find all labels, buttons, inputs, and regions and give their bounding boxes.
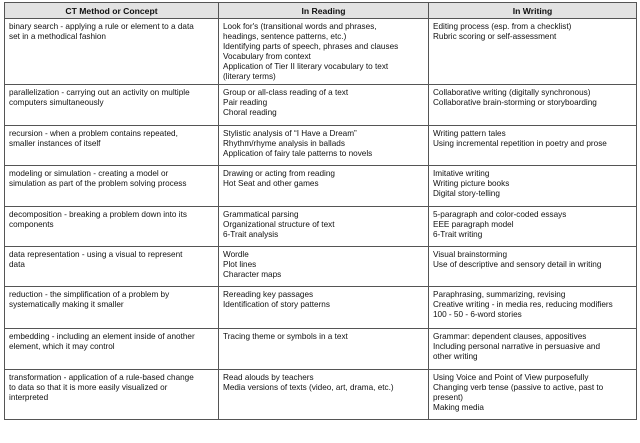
concept-line: systematically making it smaller [9, 300, 124, 309]
writing-line: Grammar: dependent clauses, appositives [433, 332, 587, 341]
concept-line: to data so that it is more easily visualized or [9, 383, 168, 392]
table-body [5, 19, 637, 420]
writing-cell [429, 247, 637, 287]
reading-line: Look for's (transitional words and phrases, [223, 22, 377, 31]
writing-cell [429, 166, 637, 207]
reading-line: Rereading key passages [223, 290, 314, 299]
reading-line: Media versions of texts (video, art, drama, etc.) [223, 383, 394, 392]
table-header-row [5, 3, 637, 19]
reading-line: Rhythm/rhyme analysis in ballads [223, 139, 345, 148]
writing-line: Editing process (esp. from a checklist) [433, 22, 572, 31]
writing-line: 5-paragraph and color-coded essays [433, 210, 567, 219]
header-in-reading: In Reading [219, 3, 429, 19]
reading-line: headings, sentence patterns, etc.) [223, 32, 347, 41]
reading-line: Choral reading [223, 108, 277, 117]
writing-line: other writing [433, 352, 478, 361]
concept-line: recursion - when a problem contains repeated, [9, 129, 178, 138]
writing-cell [429, 287, 637, 329]
table-row [5, 126, 637, 166]
reading-cell [219, 207, 429, 247]
reading-line: 6-Trait analysis [223, 230, 279, 239]
writing-line: present) [433, 393, 464, 402]
writing-line: Collaborative brain-storming or storyboarding [433, 98, 597, 107]
concept-line: smaller instances of itself [9, 139, 101, 148]
reading-cell [219, 166, 429, 207]
reading-line: Wordle [223, 250, 249, 259]
writing-line: Collaborative writing (digitally synchronous) [433, 88, 591, 97]
writing-line: Using incremental repetition in poetry and prose [433, 139, 607, 148]
writing-line: Writing pattern tales [433, 129, 506, 138]
reading-cell [219, 85, 429, 126]
concept-line: transformation - application of a rule-based change [9, 373, 194, 382]
concept-cell [5, 247, 219, 287]
concept-cell [5, 126, 219, 166]
concept-line: simulation as part of the problem solving process [9, 179, 187, 188]
concept-cell [5, 19, 219, 85]
writing-cell [429, 126, 637, 166]
table-row [5, 166, 637, 207]
reading-line: Character maps [223, 270, 282, 279]
writing-line: Visual brainstorming [433, 250, 508, 259]
concept-line: data representation - using a visual to represent [9, 250, 183, 259]
writing-cell [429, 207, 637, 247]
reading-line: Pair reading [223, 98, 268, 107]
writing-line: Imitative writing [433, 169, 490, 178]
reading-cell [219, 329, 429, 370]
writing-line: Writing picture books [433, 179, 510, 188]
concept-cell [5, 166, 219, 207]
concept-line: binary search - applying a rule or element to a data [9, 22, 194, 31]
concept-line: embedding - including an element inside of another [9, 332, 195, 341]
header-ct-method: CT Method or Concept [5, 3, 219, 19]
concept-line: element, which it may control [9, 342, 115, 351]
writing-line: Using Voice and Point of View purposefully [433, 373, 589, 382]
concept-cell [5, 207, 219, 247]
concept-line: computers simultaneously [9, 98, 104, 107]
concept-line: data [9, 260, 25, 269]
reading-line: Grammatical parsing [223, 210, 299, 219]
reading-cell [219, 370, 429, 420]
concept-cell [5, 85, 219, 126]
table-row [5, 329, 637, 370]
writing-cell [429, 19, 637, 85]
concept-line: set in a methodical fashion [9, 32, 106, 41]
concept-line: decomposition - breaking a problem down into its [9, 210, 187, 219]
reading-line: Identifying parts of speech, phrases and clauses [223, 42, 399, 51]
writing-cell [429, 85, 637, 126]
reading-line: Tracing theme or symbols in a text [223, 332, 348, 341]
concept-line: reduction - the simplification of a problem by [9, 290, 170, 299]
writing-line: Making media [433, 403, 484, 412]
reading-line: Read alouds by teachers [223, 373, 314, 382]
concept-line: components [9, 220, 54, 229]
concept-line: parallelization - carrying out an activity on multiple [9, 88, 190, 97]
reading-line: Plot lines [223, 260, 257, 269]
reading-line: Group or all-class reading of a text [223, 88, 349, 97]
table-row [5, 19, 637, 85]
reading-line: Hot Seat and other games [223, 179, 319, 188]
writing-line: Including personal narrative in persuasive and [433, 342, 601, 351]
table-row [5, 207, 637, 247]
reading-line: (literary terms) [223, 72, 276, 81]
concept-cell [5, 329, 219, 370]
reading-line: Application of fairy tale patterns to novels [223, 149, 373, 158]
table-row [5, 247, 637, 287]
writing-line: Changing verb tense (passive to active, past to [433, 383, 604, 392]
reading-line: Stylistic analysis of “I Have a Dream” [223, 129, 357, 138]
writing-line: Paraphrasing, summarizing, revising [433, 290, 566, 299]
reading-cell [219, 19, 429, 85]
writing-cell [429, 370, 637, 420]
reading-line: Identification of story patterns [223, 300, 330, 309]
writing-line: Creative writing - in media res, reducing modifiers [433, 300, 613, 309]
reading-cell [219, 126, 429, 166]
ct-method-table [4, 2, 637, 420]
writing-line: 6-Trait writing [433, 230, 483, 239]
header-in-writing: In Writing [429, 3, 637, 19]
reading-cell [219, 247, 429, 287]
table-row [5, 370, 637, 420]
reading-line: Organizational structure of text [223, 220, 335, 229]
concept-cell [5, 287, 219, 329]
concept-cell [5, 370, 219, 420]
writing-line: Rubric scoring or self-assessment [433, 32, 557, 41]
table-row [5, 287, 637, 329]
reading-line: Vocabulary from context [223, 52, 311, 61]
concept-line: modeling or simulation - creating a model or [9, 169, 169, 178]
writing-cell [429, 329, 637, 370]
reading-cell [219, 287, 429, 329]
writing-line: Digital story-telling [433, 189, 500, 198]
reading-line: Drawing or acting from reading [223, 169, 335, 178]
reading-line: Application of Tier II literary vocabulary to text [223, 62, 389, 71]
writing-line: EEE paragraph model [433, 220, 514, 229]
writing-line: Use of descriptive and sensory detail in writing [433, 260, 602, 269]
concept-line: interpreted [9, 393, 49, 402]
writing-line: 100 - 50 - 6-word stories [433, 310, 522, 319]
table-row [5, 85, 637, 126]
